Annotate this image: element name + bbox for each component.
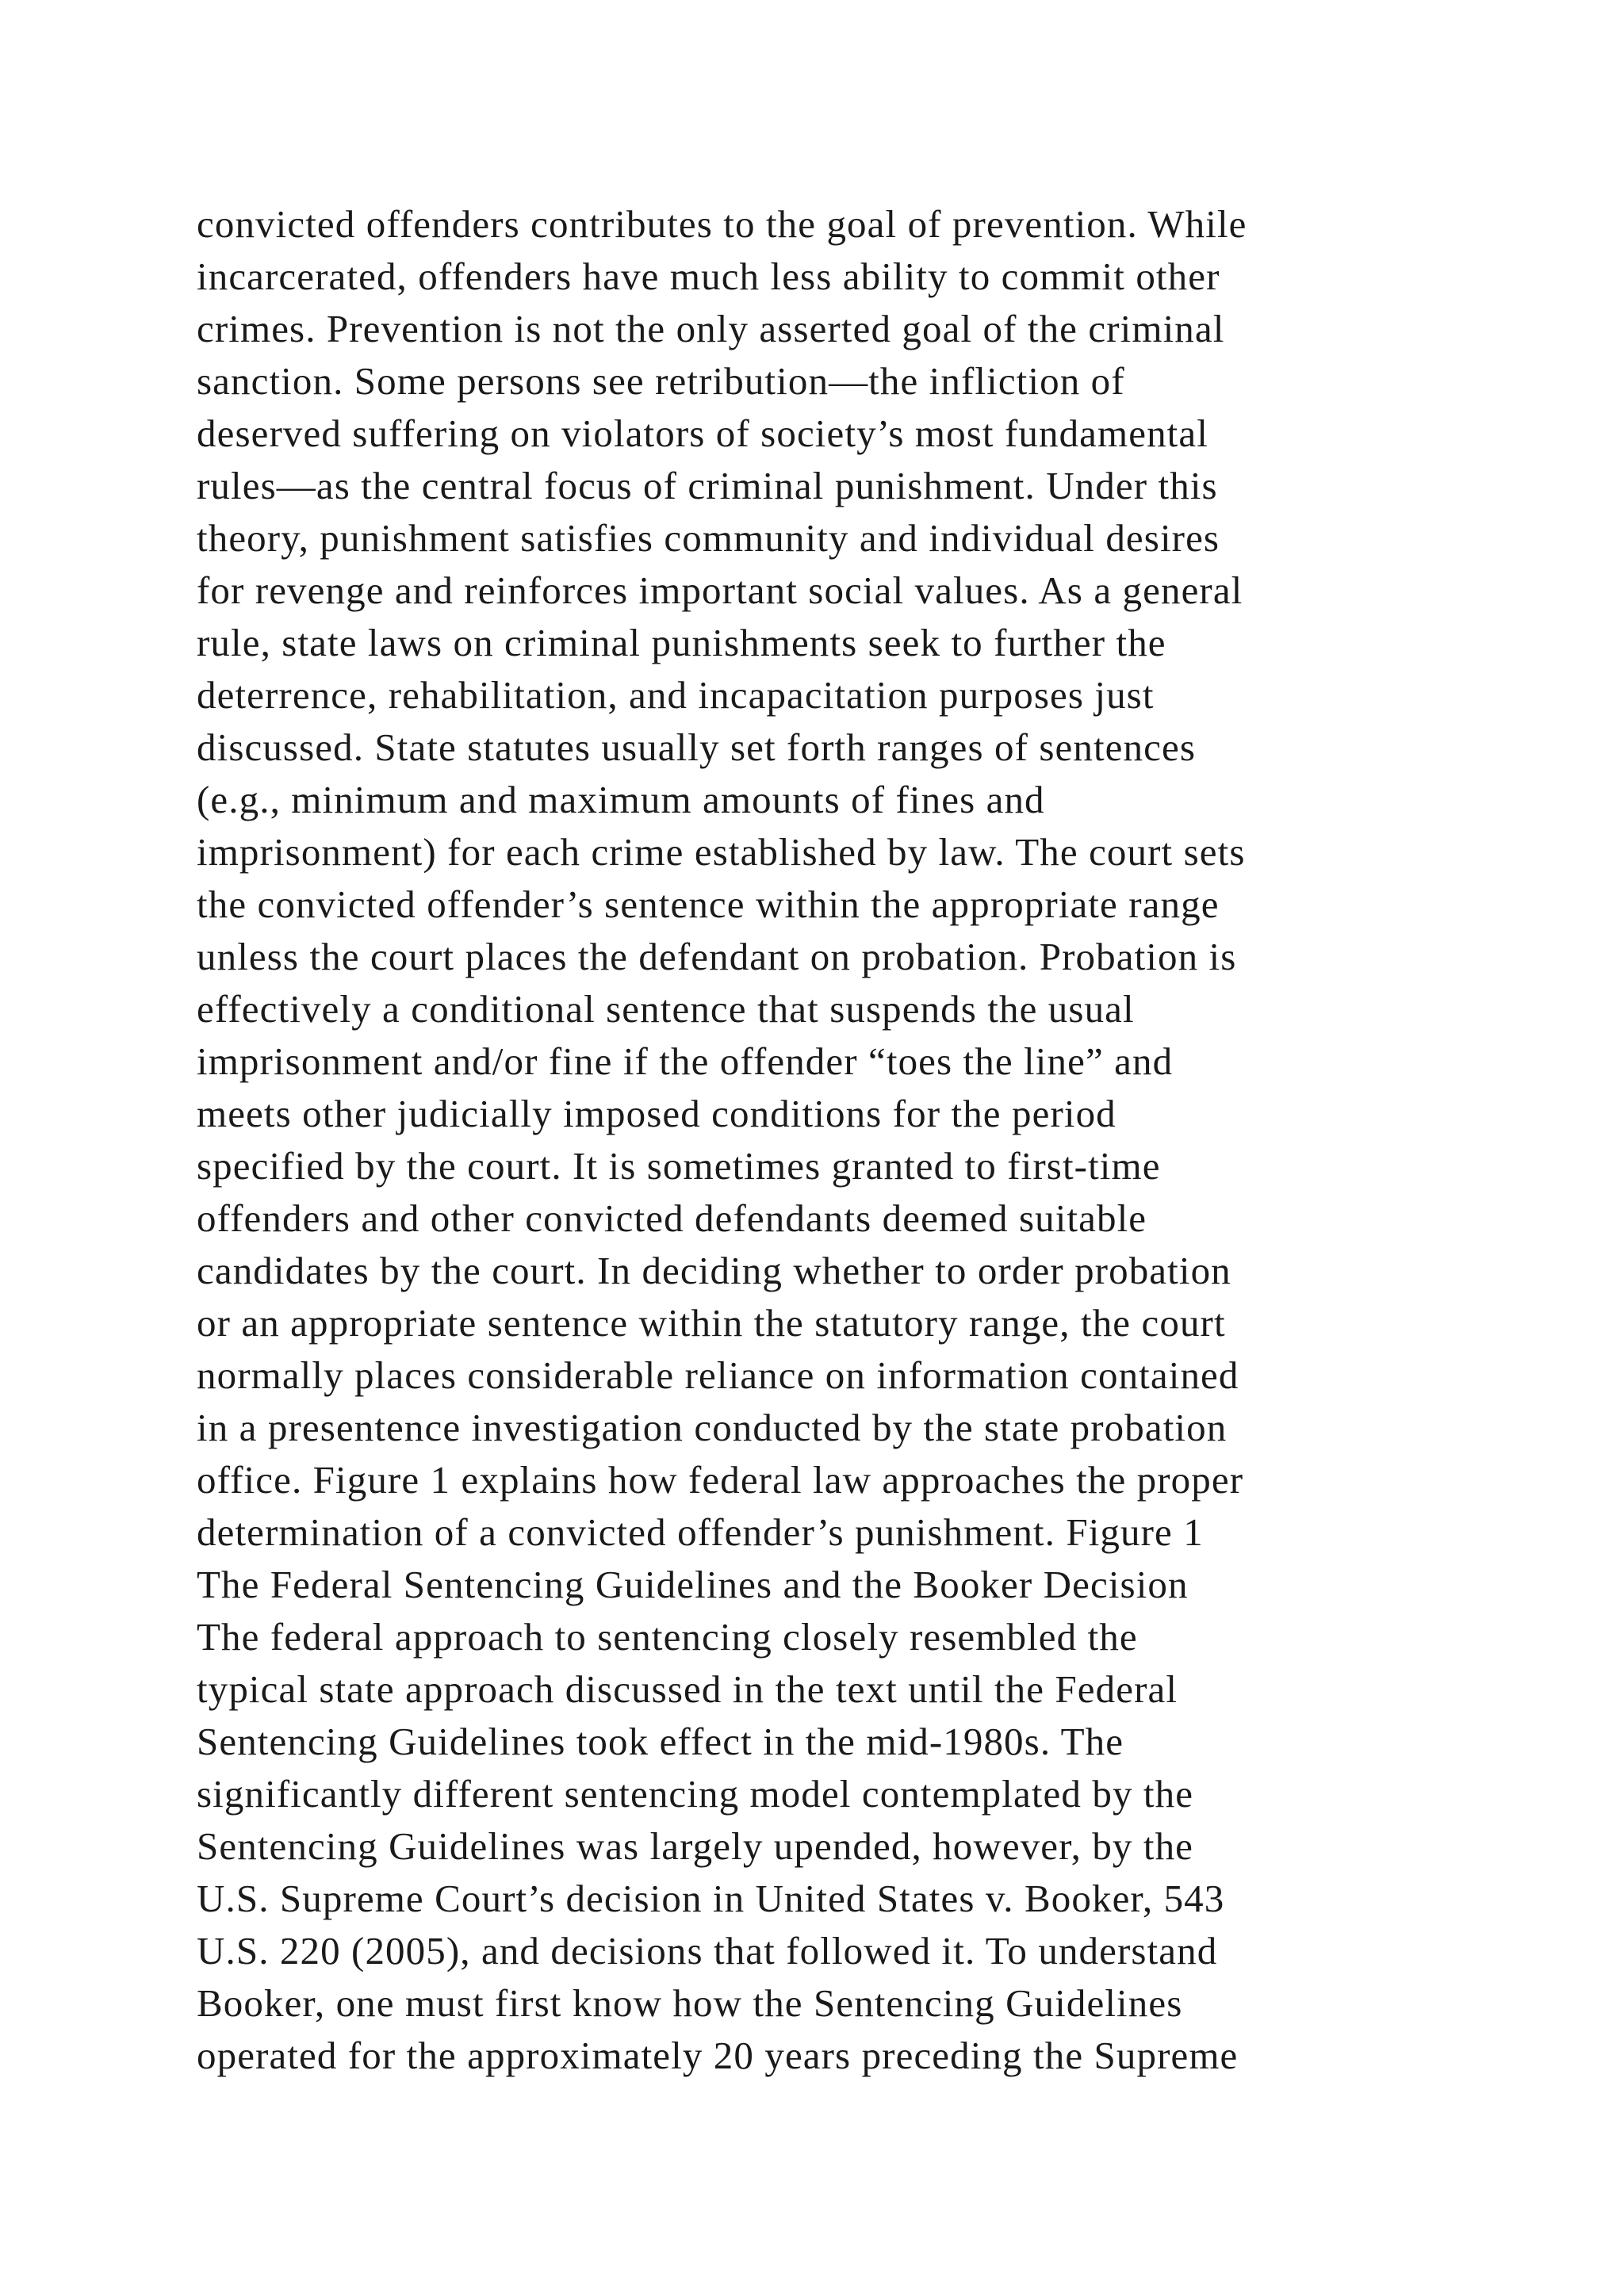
text-line: the convicted offender’s sentence within the appropriate range (197, 882, 1220, 926)
text-line: normally places considerable reliance on information contained (197, 1353, 1239, 1397)
text-line: effectively a conditional sentence that suspends the usual (197, 987, 1135, 1031)
text-line: or an appropriate sentence within the statutory range, the court (197, 1301, 1226, 1345)
text-line: typical state approach discussed in the text until the Federal (197, 1667, 1178, 1711)
text-line: convicted offenders contributes to the goal of prevention. While (197, 202, 1247, 246)
text-line: (e.g., minimum and maximum amounts of fines and (197, 778, 1045, 821)
text-line: offenders and other convicted defendants deemed suitable (197, 1196, 1147, 1240)
text-line: meets other judicially imposed conditions for the period (197, 1092, 1116, 1135)
text-line: rule, state laws on criminal punishments seek to further the (197, 621, 1166, 664)
text-line: discussed. State statutes usually set forth ranges of sentences (197, 725, 1196, 769)
text-line: The Federal Sentencing Guidelines and the Booker Decision (197, 1563, 1189, 1606)
text-line: for revenge and reinforces important social values. As a general (197, 568, 1243, 612)
text-line: candidates by the court. In deciding whether to order probation (197, 1249, 1231, 1292)
text-line: Booker, one must first know how the Sentencing Guidelines (197, 1981, 1183, 2025)
text-line: specified by the court. It is sometimes granted to first-time (197, 1144, 1161, 1188)
text-line: imprisonment and/or fine if the offender “toes the line” and (197, 1039, 1174, 1083)
text-line: operated for the approximately 20 years preceding the Supreme (197, 2034, 1239, 2077)
text-line: office. Figure 1 explains how federal law approaches the proper (197, 1458, 1244, 1502)
text-line: determination of a convicted offender’s punishment. Figure 1 (197, 1510, 1204, 1554)
text-line: U.S. 220 (2005), and decisions that followed it. To understand (197, 1929, 1218, 1973)
text-line: imprisonment) for each crime established by law. The court sets (197, 830, 1246, 874)
text-line: crimes. Prevention is not the only asserted goal of the criminal (197, 307, 1225, 350)
text-line: significantly different sentencing model contemplated by the (197, 1772, 1194, 1816)
text-line: in a presentence investigation conducted by the state probation (197, 1406, 1228, 1449)
text-line: deserved suffering on violators of society’s most fundamental (197, 411, 1208, 455)
text-line: deterrence, rehabilitation, and incapacitation purposes just (197, 673, 1155, 717)
text-line: incarcerated, offenders have much less ability to commit other (197, 254, 1220, 298)
text-line: rules—as the central focus of criminal punishment. Under this (197, 464, 1218, 507)
body-text (197, 198, 1465, 2082)
text-line: theory, punishment satisfies community and individual desires (197, 516, 1220, 560)
text-line: U.S. Supreme Court’s decision in United States v. Booker, 543 (197, 1877, 1225, 1920)
text-line: unless the court places the defendant on probation. Probation is (197, 935, 1237, 978)
text-line: Sentencing Guidelines took effect in the mid-1980s. The (197, 1720, 1124, 1763)
text-line: sanction. Some persons see retribution—the infliction of (197, 359, 1125, 403)
text-line: Sentencing Guidelines was largely upended, however, by the (197, 1824, 1194, 1868)
text-line: The federal approach to sentencing closely resembled the (197, 1615, 1138, 1659)
